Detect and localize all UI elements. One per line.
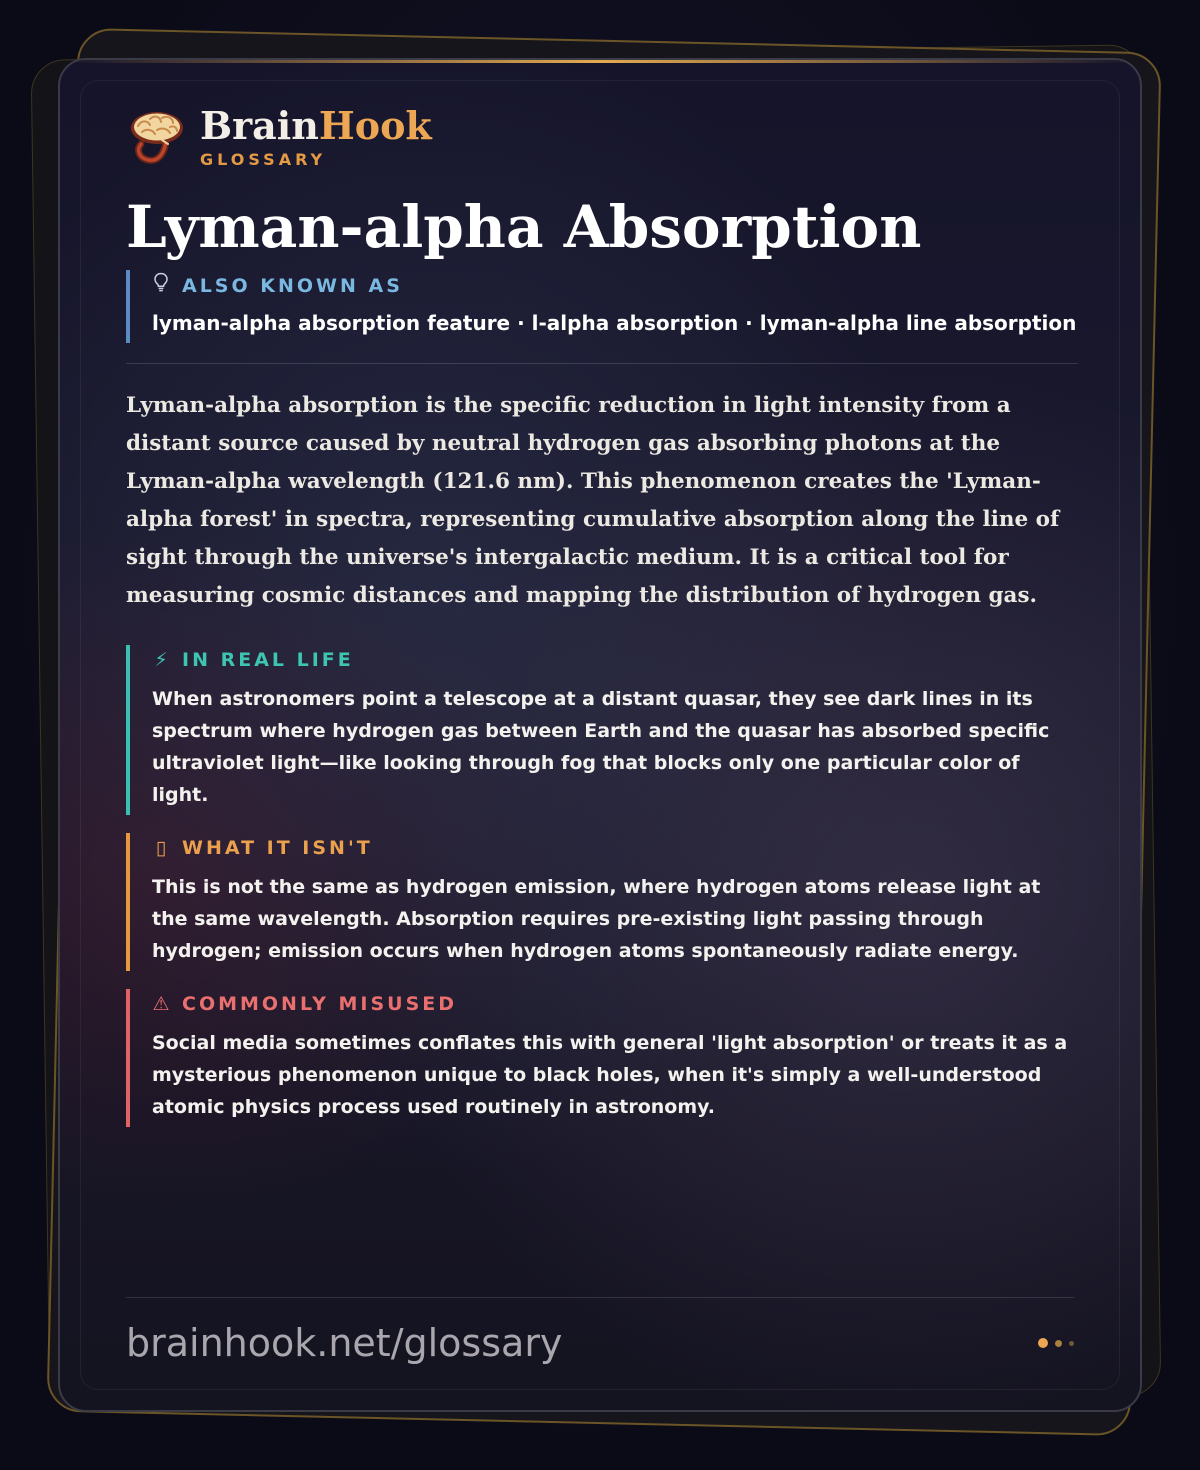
in-real-life-heading [152,647,1078,673]
in-real-life-text: When astronomers point a telescope at a distant quasar, they see dark lines in its spectrum where hydrogen gas between Earth and the quasar has absorbed specific ultraviolet light—like looking through fog that blocks only one particular color of light. [152,688,1050,806]
brand-text [200,102,432,169]
footer-url[interactable]: brainhook.net/glossary [126,1321,563,1365]
commonly-misused-block [126,989,1078,1127]
commonly-misused-label: COMMONLY MISUSED [182,993,458,1015]
lightning-icon: ⚡ [154,649,168,671]
lightbulb-icon [152,272,170,299]
what-it-isnt-label: WHAT IT ISN'T [182,837,373,859]
glossary-card [58,58,1142,1412]
what-it-isnt-heading [152,835,1078,861]
definition-text: Lyman-alpha absorption is the specific reduction in light intensity from a distant source caused by neutral hydrogen gas absorbing photons at the Lyman-alpha wavelength (121.6 nm). This phenomenon creates the 'Lyman-alpha forest' in spectra, representing cumulative absorption along the line of sight through the universe's intergalactic medium. It is a critical tool for measuring cosmic distances and mapping the distribution of hydrogen gas. [126,393,1060,608]
card-content [126,102,1078,1127]
also-known-as-block [126,270,1078,343]
brain-hook-icon [126,106,188,168]
what-it-isnt-text: This is not the same as hydrogen emission, where hydrogen atoms release light at the same wavelength. Absorption requires pre-existing light passing through hydrogen; emission occurs when hydrogen atoms spontaneously radiate energy. [152,876,1041,962]
what-it-isnt-block [126,833,1078,971]
section-divider [126,363,1078,364]
commonly-misused-text: Social media sometimes conflates this with general 'light absorption' or treats it as a mysterious phenomenon unique to black holes, when it's simply a well-understood atomic physics process used routinely in astronomy. [152,1032,1068,1118]
brand-subtitle: GLOSSARY [200,149,327,169]
dot-indicator [1069,1341,1074,1346]
commonly-misused-heading [152,991,1078,1017]
dot-indicator-active [1038,1338,1048,1348]
term-title: Lyman-alpha Absorption [126,193,922,261]
also-known-as-heading [152,272,1078,299]
warning-icon: ⚠ [152,993,170,1015]
pagination-dots [1031,1338,1074,1348]
also-known-as-label: ALSO KNOWN AS [182,274,403,297]
brand-name [200,102,432,148]
brand-header [126,102,1078,172]
footer-divider [126,1297,1074,1298]
brand-name-hook: Hook [318,102,432,148]
in-real-life-block [126,645,1078,815]
in-real-life-label: IN REAL LIFE [182,649,354,671]
brand-name-brain: Brain [200,102,319,148]
dot-indicator [1055,1340,1062,1347]
also-known-as-values: lyman-alpha absorption feature · l-alpha absorption · lyman-alpha line absorption [152,311,1077,335]
placeholder-glyph-icon: ▯ [155,837,167,859]
